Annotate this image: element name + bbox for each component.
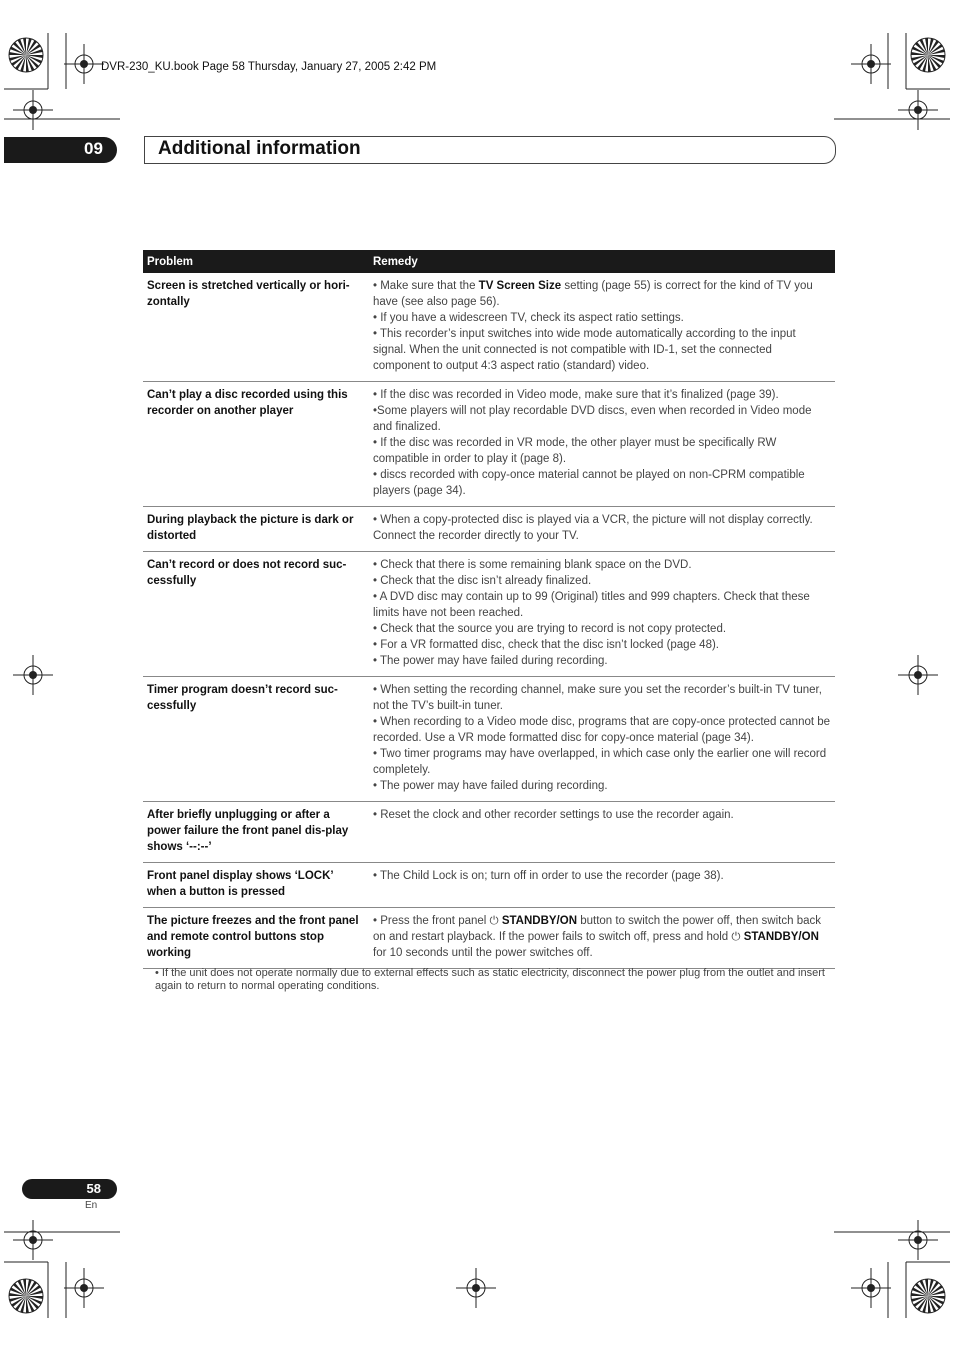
remedy-item: • When a copy-protected disc is played via a VCR, the picture will not display correctly. Connect the recorder directly to your TV.: [373, 514, 813, 542]
registration-mark-top-left: [64, 44, 104, 84]
chapter-title-box: [144, 136, 836, 164]
remedy-cell: [369, 863, 835, 908]
registration-mark-top-right: [851, 44, 891, 84]
chapter-tab: [4, 137, 117, 163]
problem-cell: The picture freezes and the front panel and remote control buttons stop working: [143, 908, 369, 969]
remedy-item: • The power may have failed during recording.: [373, 655, 608, 667]
table-row: [143, 908, 835, 969]
remedy-item: • This recorder’s input switches into wide mode automatically according to the input signal. When the unit connected is not compatible with ID-1, set the connected component to output 4:3 aspect ratio (standard) video.: [373, 328, 796, 372]
column-header-problem: Problem: [143, 250, 369, 273]
starburst-mark-top-left: [8, 37, 44, 73]
remedy-item: • If the disc was recorded in VR mode, the other player must be specifically RW compatible in order to play it (page 8).: [373, 437, 777, 465]
table-header-row: [143, 250, 835, 273]
remedy-item: •Some players will not play recordable DVD discs, even when recorded in Video mode and finalized.: [373, 405, 812, 433]
problem-cell: Timer program doesn’t record suc-cessfully: [143, 677, 369, 802]
remedy-item: • discs recorded with copy-once material cannot be played on non-CPRM compatible players (page 34).: [373, 469, 805, 497]
table-row: [143, 802, 835, 863]
remedy-item: • Press the front panel ⏻ STANDBY/ON button to switch the power off, then switch back on and restart playback. If the power fails to switch off, press and hold ⏻ STANDBY/ON for 10 seconds until the power switches off.: [373, 915, 821, 959]
problem-cell: Front panel display shows ‘LOCK’ when a button is pressed: [143, 863, 369, 908]
problem-cell: Can’t record or does not record suc-cessfully: [143, 552, 369, 677]
registration-mark-right-lower: [898, 1220, 938, 1260]
remedy-item: • Two timer programs may have overlapped, in which case only the earlier one will record completely.: [373, 748, 827, 776]
starburst-mark-bottom-right: [910, 1278, 946, 1314]
language-code: En: [85, 1200, 98, 1211]
remedy-item: • If the disc was recorded in Video mode, make sure that it’s finalized (page 39).: [373, 389, 779, 401]
problem-cell: Can’t play a disc recorded using this recorder on another player: [143, 382, 369, 507]
table-row: [143, 863, 835, 908]
remedy-item: • A DVD disc may contain up to 99 (Original) titles and 999 chapters. Check that these limits have not been reached.: [373, 591, 810, 619]
starburst-mark-top-right: [910, 37, 946, 73]
remedy-cell: [369, 507, 835, 552]
file-header: DVR-230_KU.book Page 58 Thursday, January 27, 2005 2:42 PM: [101, 61, 437, 73]
page-number-tab: [22, 1179, 117, 1199]
remedy-item: • When setting the recording channel, make sure you set the recorder’s built-in TV tuner, not the TV’s built-in tuner.: [373, 684, 822, 712]
table-row: [143, 677, 835, 802]
remedy-item: • The power may have failed during recording.: [373, 780, 608, 792]
remedy-cell: [369, 273, 835, 382]
registration-mark-left-middle: [13, 655, 53, 695]
footnote: • If the unit does not operate normally due to external effects such as static electricity, disconnect the power plug from the outlet and insert again to return to normal operating conditions.: [155, 967, 825, 992]
remedy-item: • Check that the source you are trying to record is not copy protected.: [373, 623, 727, 635]
remedy-item: • Check that the disc isn’t already finalized.: [373, 575, 592, 587]
remedy-cell: [369, 802, 835, 863]
remedy-item: • Make sure that the TV Screen Size setting (page 55) is correct for the kind of TV you have (see also page 56).: [373, 280, 813, 308]
problem-cell: During playback the picture is dark or distorted: [143, 507, 369, 552]
registration-mark-bottom-left: [64, 1268, 104, 1308]
registration-mark-right-middle: [898, 655, 938, 695]
remedy-cell: [369, 552, 835, 677]
table-row: [143, 382, 835, 507]
remedy-item: • Check that there is some remaining blank space on the DVD.: [373, 559, 692, 571]
starburst-mark-bottom-left: [8, 1278, 44, 1314]
table-row: [143, 273, 835, 382]
remedy-item: • For a VR formatted disc, check that the disc isn’t locked (page 48).: [373, 639, 719, 651]
registration-mark-bottom-right: [851, 1268, 891, 1308]
table-row: [143, 552, 835, 677]
table-row: [143, 507, 835, 552]
remedy-item: • The Child Lock is on; turn off in order to use the recorder (page 38).: [373, 870, 724, 882]
remedy-item: • When recording to a Video mode disc, programs that are copy-once protected cannot be recorded. Use a VR mode formatted disc for copy-once material (page 34).: [373, 716, 831, 744]
remedy-cell: [369, 908, 835, 969]
remedy-cell: [369, 382, 835, 507]
remedy-cell: [369, 677, 835, 802]
page-number: 58: [86, 1181, 101, 1196]
remedy-item: • Reset the clock and other recorder settings to use the recorder again.: [373, 809, 734, 821]
column-header-remedy: Remedy: [369, 250, 835, 273]
registration-mark-left-lower: [13, 1220, 53, 1260]
remedy-item: • If you have a widescreen TV, check its aspect ratio settings.: [373, 312, 684, 324]
troubleshooting-table: [143, 250, 835, 969]
page-title: Additional information: [158, 138, 361, 159]
registration-mark-left-upper: [13, 90, 53, 130]
registration-mark-bottom-center: [456, 1268, 496, 1308]
chapter-number: 09: [84, 139, 103, 158]
problem-cell: After briefly unplugging or after a power failure the front panel dis-play shows ‘--:--’: [143, 802, 369, 863]
registration-mark-right-upper: [898, 90, 938, 130]
problem-cell: Screen is stretched vertically or hori-zontally: [143, 273, 369, 382]
